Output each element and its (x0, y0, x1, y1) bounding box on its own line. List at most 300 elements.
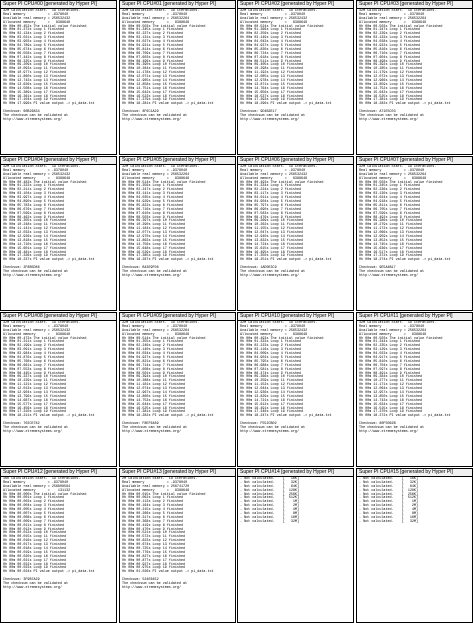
console-output (1, 9, 116, 124)
log-line: 0h 00m 17.385s Loop 19 finished (122, 254, 186, 259)
log-line: 0h 00m 00.503s The initial value finished (359, 24, 443, 29)
log-line: 0h 00m 04.876s Loop 5 finished (3, 356, 65, 361)
log-line: 0h 00m 00.572s Loop 11 finished (122, 535, 186, 540)
footer-line: Checksum: B43E9F08 (122, 266, 159, 271)
log-line: 0h 00m 17.393s Loop 19 finished (240, 98, 304, 103)
console-output (120, 9, 235, 124)
log-line: 0h 00m 12.957s Loop 14 finished (359, 391, 423, 396)
window-title[interactable]: Super PI CPU#04 [generated by Hyper PI] (1, 157, 116, 165)
window-title[interactable]: Super PI CPU#15 [generated by Hyper PI] (357, 469, 472, 477)
footer-line: http://www.xtremesystems.org/ (3, 585, 63, 590)
log-line: 0h 00m 10.277s Loop 11 finished (359, 379, 423, 384)
console-output (120, 165, 235, 280)
log-line: 0h 00m 13.852s Loop 15 finished (359, 238, 423, 243)
log-line: 0h 00m 00.215s Loop 4 finished (122, 508, 184, 513)
log-line: 0h 00m 16.529s Loop 18 finished (122, 250, 186, 255)
log-line: 0h 00m 14.751s Loop 16 finished (122, 86, 186, 91)
log-line: 0h 00m 02.246s Loop 2 finished (122, 344, 184, 349)
log-line: 0h 00m 00.019s Loop 15 finished (3, 550, 67, 555)
log-line: 0h 00m 04.027s Loop 4 finished (122, 40, 184, 45)
log-line: 0h 00m 03.133s Loop 3 finished (359, 36, 421, 41)
header-line: 32M Calculation Start. 19 iterations. (3, 321, 81, 325)
footer-line: http://www.xtremesystems.org/ (122, 273, 182, 278)
log-line: 0h 00m 05.795s Loop 6 finished (240, 359, 302, 364)
log-line: 0h 00m 05.810s Loop 6 finished (359, 359, 421, 364)
header-line: Real memory = -9378040 (359, 12, 425, 17)
log-line: 0h 00m 17.379s Loop 19 finished (122, 98, 186, 103)
superpi-window-cpu07[interactable] (356, 156, 473, 311)
window-title[interactable]: Super PI CPU#07 [generated by Hyper PI] (357, 157, 472, 165)
log-line: 0h 00m 18.282s PI value output -> pi_data.txt (122, 414, 214, 419)
footer-line: Checksum: 9D4B2E17 (240, 110, 277, 115)
log-line: - Not calculated. [ 32M] (240, 519, 300, 524)
log-line: 0h 00m 18.296s PI value output -> pi_data.txt (240, 102, 332, 107)
superpi-window-cpu13[interactable] (119, 468, 236, 623)
header-line: Allocated memory = 8388648 (240, 176, 308, 181)
log-line: 0h 00m 12.966s Loop 14 finished (359, 79, 423, 84)
log-line: 0h 00m 12.940s Loop 14 finished (240, 235, 304, 240)
log-line: 0h 00m 06.716s Loop 7 finished (122, 207, 184, 212)
log-line: 0h 00m 12.085s Loop 13 finished (240, 75, 304, 80)
log-line: 0h 00m 05.811s Loop 6 finished (359, 203, 421, 208)
console-output (357, 9, 472, 124)
log-line: 0h 00m 04.023s Loop 4 finished (359, 352, 421, 357)
log-line: - Not calculated. [ 1M] (359, 500, 419, 505)
log-line: 0h 00m 07.603s Loop 8 finished (122, 55, 184, 60)
footer-line: http://www.xtremesystems.org/ (3, 117, 63, 122)
header-line: 32M Calculation Start. 19 iterations. (359, 321, 437, 325)
log-line: 0h 00m 16.525s Loop 18 finished (122, 406, 186, 411)
log-line: 0h 00m 07.599s Loop 8 finished (359, 211, 421, 216)
superpi-window-cpu05[interactable] (119, 156, 236, 311)
log-line: 0h 00m 00.521s Loop 10 finished (122, 531, 186, 536)
log-line: 0h 00m 09.366s Loop 10 finished (240, 375, 304, 380)
log-line: - Not calculated. [ 2M] (359, 504, 419, 509)
header-line: Allocated memory = 8388648 (359, 176, 427, 181)
log-line: 0h 00m 04.890s Loop 5 finished (3, 200, 65, 205)
log-line: 0h 00m 00.013s Loop 10 finished (3, 531, 67, 536)
footer-line: The checksum can be validated at (122, 582, 188, 587)
log-line: 0h 00m 05.822s Loop 6 finished (122, 203, 184, 208)
log-line: 0h 00m 14.710s Loop 16 finished (3, 242, 67, 247)
footer-line: The checksum can be validated at (122, 114, 188, 119)
log-line: 0h 00m 15.636s Loop 17 finished (359, 246, 423, 251)
log-line: 0h 00m 12.978s Loop 14 finished (240, 79, 304, 84)
footer-line: http://www.xtremesystems.org/ (3, 273, 63, 278)
log-line: 0h 00m 17.104s Loop 19 finished (3, 98, 67, 103)
log-line: 0h 00m 13.859s Loop 15 finished (359, 82, 423, 87)
log-line: 0h 00m 16.495s Loop 18 finished (240, 250, 304, 255)
footer-line: Checksum: F552CB02 (240, 422, 277, 427)
footer-line: The checksum can be validated at (240, 114, 306, 119)
log-line: 0h 00m 15.577s Loop 17 finished (3, 402, 67, 407)
log-line: 0h 00m 12.074s Loop 13 finished (122, 387, 186, 392)
log-line: 0h 00m 02.237s Loop 2 finished (122, 32, 184, 37)
log-line: 0h 00m 03.091s Loop 3 finished (3, 348, 65, 353)
log-line: 0h 00m 11.121s Loop 12 finished (3, 383, 67, 388)
window-title[interactable]: Super PI CPU#08 [generated by Hyper PI] (1, 313, 116, 321)
log-line: 0h 00m 00.015s Loop 11 finished (3, 535, 67, 540)
header-line: Available real memory = 256532432 (3, 16, 71, 21)
log-line: 0h 00m 17.350s Loop 19 finished (240, 254, 304, 259)
log-line: 0h 00m 03.129s Loop 3 finished (359, 348, 421, 353)
log-line: 0h 00m 18.247s PI value output -> pi_data.txt (240, 414, 332, 419)
log-line: 0h 00m 02.247s Loop 2 finished (122, 188, 184, 193)
log-line: 0h 00m 01.355s Loop 1 finished (122, 340, 184, 345)
log-line: 0h 00m 15.634s Loop 17 finished (359, 402, 423, 407)
log-line: - Not calculated. [ 64K] (359, 484, 419, 489)
log-line: - Not calculated. [ 16K] (359, 477, 419, 481)
log-line: 0h 00m 04.918s Loop 5 finished (359, 200, 421, 205)
log-line: 0h 00m 04.009s Loop 4 finished (240, 352, 302, 357)
log-line: 0h 00m 14.764s Loop 16 finished (240, 86, 304, 91)
log-line: 0h 00m 00.015s The initial value finished (122, 492, 206, 497)
footer-line: http://www.xtremesystems.org/ (359, 117, 419, 122)
superpi-window-cpu01[interactable] (119, 0, 236, 155)
log-line: 0h 00m 07.581s Loop 8 finished (240, 367, 302, 372)
superpi-window-cpu09[interactable] (119, 312, 236, 467)
log-line: 0h 00m 00.473s The initial value finished (3, 336, 87, 341)
header-line: 32M Calculation Start. 19 iterations. (3, 9, 81, 13)
log-line: 0h 00m 15.648s Loop 17 finished (122, 246, 186, 251)
log-line: 0h 00m 00.776s Loop 15 finished (122, 550, 186, 555)
header-line: Real memory = -9378040 (3, 480, 69, 485)
superpi-window-cpu10[interactable] (237, 312, 354, 467)
console-output (120, 477, 235, 592)
log-line: 0h 00m 04.904s Loop 5 finished (240, 200, 302, 205)
header-line: Allocated memory = 8388648 (122, 488, 190, 493)
log-line: 0h 00m 00.493s The initial value finished (240, 336, 324, 341)
log-line: 0h 00m 02.199s Loop 2 finished (3, 344, 65, 349)
log-line: 0h 00m 00.452s The initial value finished (3, 24, 87, 29)
log-line: 0h 00m 11.141s Loop 12 finished (3, 227, 67, 232)
log-line: 0h 00m 07.553s Loop 8 finished (3, 367, 65, 372)
header-line: 32M Calculation Start. 19 iterations. (240, 321, 318, 325)
header-line: Allocated memory = 8388648 (122, 176, 190, 181)
log-line: 0h 00m 11.178s Loop 12 finished (122, 71, 186, 76)
log-line: - Not calculated. [ 256K] (359, 492, 419, 497)
log-line: 0h 00m 18.283s PI value output -> pi_data.txt (359, 102, 451, 107)
window-title[interactable]: Super PI CPU#09 [generated by Hyper PI] (120, 313, 235, 321)
log-line: 0h 00m 12.965s Loop 14 finished (122, 79, 186, 84)
log-line: 0h 00m 07.610s Loop 8 finished (122, 211, 184, 216)
log-line: 0h 00m 05.816s Loop 6 finished (359, 47, 421, 52)
log-line: 0h 00m 07.569s Loop 8 finished (3, 211, 65, 216)
log-line: 0h 00m 09.369s Loop 10 finished (240, 219, 304, 224)
log-line: 0h 00m 15.615s Loop 17 finished (240, 246, 304, 251)
log-line: 0h 00m 18.281s PI value output -> pi_data.txt (122, 102, 214, 107)
log-line: - Not calculated. [ 32K] (240, 480, 300, 485)
log-line: 0h 00m 01.334s Loop 1 finished (240, 184, 302, 189)
log-line: 0h 00m 00.827s Loop 16 finished (122, 554, 186, 559)
log-line: 0h 00m 09.405s Loop 10 finished (240, 63, 304, 68)
log-line: 0h 00m 04.937s Loop 5 finished (240, 44, 302, 49)
log-line: 0h 00m 15.644s Loop 17 finished (122, 402, 186, 407)
header-line: Allocated memory = 131132 (3, 488, 71, 493)
log-line: 0h 00m 14.752s Loop 16 finished (359, 86, 423, 91)
log-line: 0h 00m 00.266s Loop 5 finished (122, 512, 184, 517)
log-line: 0h 00m 08.492s Loop 9 finished (359, 215, 421, 220)
log-line: 0h 00m 02.223s Loop 2 finished (240, 344, 302, 349)
window-title[interactable]: Super PI CPU#11 [generated by Hyper PI] (357, 313, 472, 321)
log-line: 0h 00m 10.229s Loop 11 finished (3, 379, 67, 384)
footer-line: The checksum can be validated at (359, 426, 425, 431)
log-line: - Not calculated. [ 16K] (240, 477, 300, 481)
log-line: 0h 00m 00.725s Loop 14 finished (122, 547, 186, 552)
log-line: 0h 00m 15.643s Loop 17 finished (359, 90, 423, 95)
log-line: 0h 00m 07.604s Loop 8 finished (359, 55, 421, 60)
log-line: 0h 00m 00.062s Loop 1 finished (122, 496, 184, 501)
log-line: - Not calculated. [ 8M] (359, 512, 419, 517)
log-line: 0h 00m 10.977s Loop 12 finished (3, 71, 67, 76)
log-line: 0h 00m 12.066s Loop 13 finished (359, 231, 423, 236)
log-line: 0h 00m 00.623s Loop 12 finished (122, 539, 186, 544)
log-line: 0h 00m 12.013s Loop 13 finished (3, 387, 67, 392)
log-line: 0h 00m 00.007s Loop 5 finished (3, 512, 65, 517)
log-line: 0h 00m 04.034s Loop 4 finished (122, 352, 184, 357)
header-line: Allocated memory = 8388648 (359, 20, 427, 25)
log-line: 0h 00m 06.688s Loop 7 finished (240, 363, 302, 368)
log-line: 0h 00m 03.130s Loop 3 finished (359, 192, 421, 197)
footer-line: Checksum: A71E5C03 (359, 110, 396, 115)
header-line: 16K Calculation Start. 19 iterations. (3, 477, 81, 481)
log-line: 0h 00m 04.011s Loop 4 finished (240, 196, 302, 201)
log-line: 0h 00m 08.474s Loop 9 finished (240, 371, 302, 376)
console-output (357, 165, 472, 280)
superpi-window-cpu03[interactable] (356, 0, 473, 155)
log-line: 0h 00m 02.256s Loop 2 finished (240, 32, 302, 37)
log-line: - Not calculated. [ 128K] (359, 488, 419, 493)
log-line: 0h 00m 00.483s The initial value finished (3, 180, 87, 185)
log-line: 0h 00m 15.612s Loop 17 finished (240, 402, 304, 407)
log-line: 0h 00m 09.394s Loop 10 finished (122, 375, 186, 380)
log-line: 0h 00m 10.262s Loop 11 finished (240, 223, 304, 228)
console-output (357, 477, 472, 526)
superpi-window-cpu11[interactable] (356, 312, 473, 467)
superpi-window-cpu15[interactable] (356, 468, 473, 623)
footer-line: Checksum: 3F9B7A29 (3, 578, 40, 583)
log-line: 0h 00m 12.936s Loop 14 finished (240, 391, 304, 396)
header-line: 32M Calculation Start. 19 iterations. (122, 321, 200, 325)
console-output (1, 321, 116, 436)
log-line: 0h 00m 05.797s Loop 6 finished (240, 203, 302, 208)
log-line: 0h 00m 12.970s Loop 14 finished (122, 235, 186, 240)
log-line: 0h 00m 12.967s Loop 14 finished (122, 391, 186, 396)
window-title[interactable]: Super PI CPU#01 [generated by Hyper PI] (120, 1, 235, 9)
log-line: 0h 00m 14.721s Loop 16 finished (240, 398, 304, 403)
header-line: Allocated memory = 8388648 (240, 332, 308, 337)
log-line: 0h 00m 14.753s Loop 16 finished (122, 398, 186, 403)
log-line: 0h 00m 00.503s The initial value finished (359, 336, 443, 341)
log-line: 0h 00m 02.235s Loop 2 finished (359, 344, 421, 349)
header-line: Available real memory = 256532432 (3, 328, 71, 333)
log-line: 0h 00m 05.830s Loop 6 finished (240, 47, 302, 52)
log-line: 0h 00m 11.179s Loop 12 finished (359, 71, 423, 76)
log-line: 0h 00m 00.012s Loop 9 finished (3, 527, 65, 532)
log-line: 0h 00m 06.690s Loop 7 finished (240, 207, 302, 212)
superpi-window-cpu14[interactable] (237, 468, 354, 623)
superpi-window-cpu06[interactable] (237, 156, 354, 311)
header-line: Available real memory = 256532432 (3, 172, 71, 177)
log-line: - Not calculated. [ 16M] (240, 515, 300, 520)
log-line: - Not calculated. [ 1M] (240, 500, 300, 505)
header-line: Available real memory = 256741720 (122, 484, 190, 489)
log-line: 0h 00m 08.445s Loop 9 finished (3, 371, 65, 376)
log-line: 0h 00m 18.287s PI value output -> pi_data.txt (122, 258, 214, 263)
log-line: 0h 00m 07.618s Loop 8 finished (240, 55, 302, 60)
window-title[interactable]: Super PI CPU#02 [generated by Hyper PI] (238, 1, 353, 9)
superpi-window-cpu08[interactable] (0, 312, 117, 467)
log-line: 0h 00m 12.959s Loop 14 finished (359, 235, 423, 240)
log-line: 0h 00m 04.035s Loop 4 finished (122, 196, 184, 201)
log-line: 0h 00m 00.503s The initial value finished (122, 24, 206, 29)
header-line: Allocated memory = 8388648 (3, 20, 71, 25)
header-line: 32M Calculation Start. 19 iterations. (122, 165, 200, 169)
log-line: 0h 00m 12.072s Loop 13 finished (359, 75, 423, 80)
log-line: 0h 00m 08.501s Loop 9 finished (122, 371, 184, 376)
footer-line: Checksum: 2F8B5D86 (3, 266, 40, 271)
header-line: 32M Calculation Start. 19 iterations. (240, 9, 318, 13)
log-line: 0h 00m 17.381s Loop 19 finished (359, 98, 423, 103)
log-line: 0h 00m 12.044s Loop 13 finished (240, 387, 304, 392)
header-line: Available real memory = 256532432 (240, 16, 308, 21)
window-title[interactable]: Super PI CPU#10 [generated by Hyper PI] (238, 313, 353, 321)
header-line: 32M Calculation Start. 19 iterations. (359, 9, 437, 13)
log-line: 0h 00m 03.140s Loop 3 finished (122, 348, 184, 353)
log-line: 0h 00m 00.005s Loop 4 finished (3, 508, 65, 513)
header-line: Real memory = -9378040 (122, 324, 188, 329)
log-line: 0h 00m 00.877s Loop 17 finished (122, 558, 186, 563)
log-line: 0h 00m 13.863s Loop 15 finished (122, 238, 186, 243)
log-line: 0h 00m 18.237s PI value output -> pi_data.txt (3, 258, 95, 263)
log-line: 0h 00m 02.236s Loop 2 finished (359, 188, 421, 193)
log-line: 0h 00m 06.661s Loop 7 finished (3, 363, 65, 368)
log-line: 0h 00m 16.537s Loop 18 finished (240, 94, 304, 99)
footer-line: http://www.xtremesystems.org/ (240, 117, 300, 122)
console-output (120, 321, 235, 436)
log-line: 0h 00m 00.164s Loop 3 finished (122, 504, 184, 509)
log-line: 0h 00m 06.676s Loop 7 finished (3, 207, 65, 212)
window-title[interactable]: Super PI CPU#05 [generated by Hyper PI] (120, 157, 235, 165)
log-line: 0h 00m 09.209s Loop 10 finished (3, 63, 67, 68)
window-title[interactable]: Super PI CPU#13 [generated by Hyper PI] (120, 469, 235, 477)
footer-line: The checksum can be validated at (240, 270, 306, 275)
log-line: 0h 00m 17.996s PI value output -> pi_data.txt (3, 102, 95, 107)
header-line: Allocated memory = 8388648 (122, 332, 190, 337)
header-line: 32M Calculation Start. 19 iterations. (240, 165, 318, 169)
log-line: 0h 00m 08.325s Loop 9 finished (3, 59, 65, 64)
log-line: 0h 00m 02.224s Loop 2 finished (240, 188, 302, 193)
header-line: Available real memory = 256532264 (122, 16, 190, 21)
log-line: 0h 00m 12.047s Loop 13 finished (240, 231, 304, 236)
console-output (1, 477, 116, 592)
log-line: 0h 00m 18.272s PI value output -> pi_data.txt (359, 414, 451, 419)
log-line: 0h 00m 09.384s Loop 10 finished (359, 375, 423, 380)
log-line: 0h 00m 06.710s Loop 7 finished (359, 51, 421, 56)
log-line: 0h 00m 00.009s Loop 7 finished (3, 519, 65, 524)
log-line: - Not calculated. [ 4M] (240, 508, 300, 513)
log-line: 0h 00m 06.704s Loop 7 finished (359, 363, 421, 368)
log-line: 0h 00m 04.043s Loop 4 finished (240, 40, 302, 45)
log-line: 0h 00m 17.381s Loop 19 finished (122, 410, 186, 415)
log-line: 0h 00m 00.001s Loop 1 finished (3, 496, 65, 501)
footer-line: http://www.xtremesystems.org/ (240, 429, 300, 434)
log-line: 0h 00m 12.926s Loop 14 finished (3, 235, 67, 240)
log-line: 0h 00m 01.344s Loop 1 finished (359, 340, 421, 345)
window-title[interactable]: Super PI CPU#14 [generated by Hyper PI] (238, 469, 353, 477)
log-line: 0h 00m 00.000s The initial value finished (3, 492, 87, 497)
log-line: 0h 00m 00.524s The initial value finished (240, 24, 324, 29)
window-title[interactable]: Super PI CPU#12 [generated by Hyper PI] (1, 469, 116, 477)
log-line: 0h 00m 08.503s Loop 9 finished (122, 215, 184, 220)
log-line: 0h 00m 16.261s Loop 18 finished (3, 94, 67, 99)
log-line: - Not calculated. [ 256K] (240, 492, 300, 497)
log-line: 0h 00m 00.018s Loop 14 finished (3, 547, 67, 552)
footer-line: http://www.xtremesystems.org/ (122, 429, 182, 434)
log-line: 0h 00m 13.871s Loop 15 finished (240, 82, 304, 87)
footer-line: http://www.xtremesystems.org/ (359, 273, 419, 278)
footer-line: The checksum can be validated at (359, 114, 425, 119)
log-line: 0h 00m 02.211s Loop 2 finished (3, 188, 65, 193)
log-line: 0h 00m 04.922s Loop 5 finished (359, 44, 421, 49)
header-line: Real memory = -9378040 (240, 12, 306, 17)
console-output (238, 477, 353, 526)
superpi-window-cpu02[interactable] (237, 0, 354, 155)
header-line: Allocated memory = 8388648 (3, 176, 71, 181)
log-line: - Not calculated. [ 4M] (359, 508, 419, 513)
superpi-window-cpu04[interactable] (0, 156, 117, 311)
log-line: 0h 00m 10.093s Loop 11 finished (3, 67, 67, 72)
log-line: 0h 00m 13.858s Loop 15 finished (122, 82, 186, 87)
log-line: 0h 00m 10.298s Loop 11 finished (240, 67, 304, 72)
log-line: 0h 00m 18.251s PI value output -> pi_data.txt (240, 258, 332, 263)
log-line: 0h 00m 16.523s Loop 18 finished (122, 94, 186, 99)
header-line: Available real memory = 256532432 (240, 328, 308, 333)
log-line: 0h 00m 00.674s Loop 13 finished (122, 543, 186, 548)
log-line: 0h 00m 12.077s Loop 13 finished (122, 231, 186, 236)
footer-line: http://www.xtremesystems.org/ (240, 273, 300, 278)
window-title[interactable]: Super PI CPU#06 [generated by Hyper PI] (238, 157, 353, 165)
window-title[interactable]: Super PI CPU#00 [generated by Hyper PI] (1, 1, 116, 9)
footer-line: http://www.xtremesystems.org/ (359, 429, 419, 434)
log-line: 0h 00m 03.021s Loop 3 finished (3, 36, 65, 41)
log-line: 0h 00m 13.860s Loop 15 finished (122, 394, 186, 399)
superpi-window-cpu12[interactable] (0, 468, 117, 623)
log-line: 0h 00m 00.011s Loop 8 finished (3, 523, 65, 528)
log-line: 0h 00m 13.796s Loop 15 finished (3, 394, 67, 399)
log-line: - Not calculated. [ 2M] (240, 504, 300, 509)
log-line: 0h 00m 14.743s Loop 16 finished (359, 398, 423, 403)
header-line: 32M Calculation Start. 19 iterations. (3, 165, 81, 169)
log-line: 0h 00m 07.583s Loop 8 finished (240, 211, 302, 216)
log-line: 0h 00m 15.601s Loop 17 finished (3, 246, 67, 251)
log-line: 0h 00m 03.117s Loop 3 finished (240, 192, 302, 197)
log-line: 0h 00m 03.997s Loop 4 finished (3, 196, 65, 201)
console-output (238, 9, 353, 124)
log-line: 0h 00m 06.705s Loop 7 finished (359, 207, 421, 212)
log-line: 0h 00m 16.515s Loop 18 finished (359, 406, 423, 411)
log-line: 0h 00m 05.674s Loop 6 finished (3, 47, 65, 52)
log-line: 0h 00m 12.743s Loop 14 finished (3, 79, 67, 84)
console-output (238, 321, 353, 436)
header-line: 32M Calculation Start. 19 iterations. (122, 9, 200, 13)
log-line: 0h 00m 06.558s Loop 7 finished (3, 51, 65, 56)
log-line: - Not calculated. [ 128K] (240, 488, 300, 493)
log-line: 0h 00m 11.860s Loop 13 finished (3, 75, 67, 80)
header-line: Available real memory = 256532264 (359, 172, 427, 177)
window-title[interactable]: Super PI CPU#03 [generated by Hyper PI] (357, 1, 472, 9)
superpi-window-cpu00[interactable] (0, 0, 117, 155)
